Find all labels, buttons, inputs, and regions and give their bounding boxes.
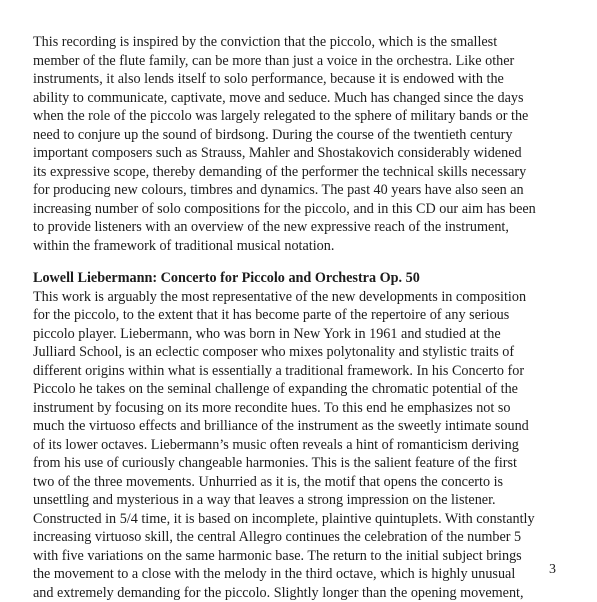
text-line: within the framework of traditional musical notation. xyxy=(33,237,579,256)
text-line: instruments, it also lends itself to solo performance, because it is endowed with the xyxy=(33,70,579,89)
text-line: Constructed in 5/4 time, it is based on incomplete, plaintive quintuplets. With constantly xyxy=(33,510,579,529)
text-line: Julliard School, is an eclectic composer who mixes polytonality and stylistic traits of xyxy=(33,343,579,362)
text-line: different origins within what is essentially a traditional framework. In his Concerto for xyxy=(33,362,579,381)
paragraph-spacer xyxy=(33,255,579,269)
text-line: when the role of the piccolo was largely relegated to the sphere of military bands or the xyxy=(33,107,579,126)
text-line: much the virtuoso effects and brilliance of the instrument as the sweetly intimate sound xyxy=(33,417,579,436)
text-line: with five variations on the same harmonic base. The return to the initial subject brings xyxy=(33,547,579,566)
text-line: for the piccolo, to the extent that it has become parte of the repertoire of any serious xyxy=(33,306,579,325)
text-line: from his use of curiously changeable harmonies. This is the salient feature of the first xyxy=(33,454,579,473)
text-line: need to conjure up the sound of birdsong. During the course of the twentieth century xyxy=(33,126,579,145)
page-number: 3 xyxy=(549,561,556,579)
text-line: increasing virtuoso skill, the central Allegro continues the celebration of the number 5 xyxy=(33,528,579,547)
text-line: This recording is inspired by the conviction that the piccolo, which is the smallest xyxy=(33,33,579,52)
liebermann-section xyxy=(33,269,579,602)
text-line: its expressive scope, thereby demanding of the performer the technical skills necessary xyxy=(33,163,579,182)
text-line: important composers such as Strauss, Mahler and Shostakovich considerably widened xyxy=(33,144,579,163)
text-line: This work is arguably the most representative of the new developments in composition xyxy=(33,288,579,307)
intro-paragraph xyxy=(33,33,579,255)
text-line: the movement to a close with the melody in the third octave, which is highly unusual xyxy=(33,565,579,584)
text-line: unsettling and mysterious in a way that leaves a strong impression on the listener. xyxy=(33,491,579,510)
text-line: two of the three movements. Unhurried as it is, the motif that opens the concerto is xyxy=(33,473,579,492)
text-line: member of the flute family, can be more than just a voice in the orchestra. Like other xyxy=(33,52,579,71)
text-line: ability to communicate, captivate, move and seduce. Much has changed since the days xyxy=(33,89,579,108)
text-line: Piccolo he takes on the seminal challenge of expanding the chromatic potential of the xyxy=(33,380,579,399)
text-line: of its lower octaves. Liebermann’s music often reveals a hint of romanticism deriving xyxy=(33,436,579,455)
text-line: to provide listeners with an overview of the new expressive reach of the instrument, xyxy=(33,218,579,237)
text-line: and extremely demanding for the piccolo. Slightly longer than the opening movement, xyxy=(33,584,579,602)
document-page xyxy=(33,33,579,602)
text-line: increasing number of solo compositions for the piccolo, and in this CD our aim has been xyxy=(33,200,579,219)
section-heading: Lowell Liebermann: Concerto for Piccolo and Orchestra Op. 50 xyxy=(33,269,579,288)
text-line: instrument by focusing on its more recondite hues. To this end he emphasizes not so xyxy=(33,399,579,418)
text-line: piccolo player. Liebermann, who was born in New York in 1961 and studied at the xyxy=(33,325,579,344)
text-line: for producing new colours, timbres and dynamics. The past 40 years have also seen an xyxy=(33,181,579,200)
